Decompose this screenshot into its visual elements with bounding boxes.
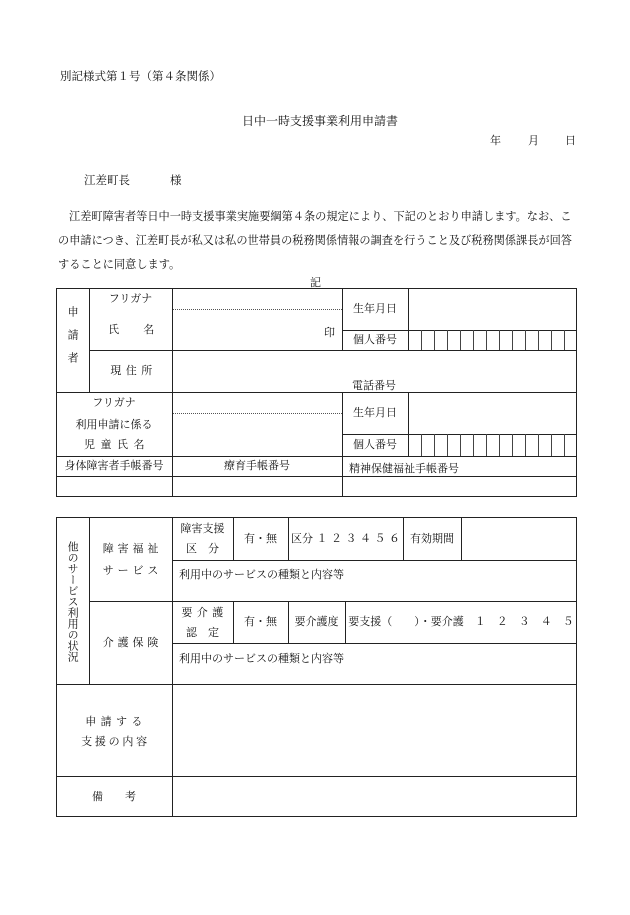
- child-birthdate-label: 生年月日: [353, 406, 397, 420]
- care-detail-field[interactable]: [173, 664, 577, 684]
- date-year: 年: [490, 134, 501, 147]
- care-yes-no: 有・無: [244, 615, 277, 629]
- applicant-furigana-field[interactable]: [173, 289, 342, 309]
- welfare-detail-label: 利用中のサービスの種類と内容等: [179, 568, 344, 581]
- child-furigana-label: フリガナ: [92, 395, 136, 409]
- welfare-label-1: 障害福祉: [102, 542, 163, 556]
- seal-mark: 印: [324, 326, 335, 339]
- mental-handbook-label: 精神保健福祉手帳番号: [349, 462, 459, 475]
- body-paragraph: 江差町障害者等日中一時支援事業実施要綱第４条の規定により、下記のとおり申請します。なお、この申請につき、江差町長が私又は私の世帯員の税務関係情報の調査を行うこと及び税務関係課長が回答することに同意します。: [58, 210, 572, 271]
- validity-field[interactable]: [462, 518, 577, 560]
- phone-label: 電話番号: [352, 379, 396, 392]
- care-degree-values: 要支援（ ）・要介護 １ ２ ３ ４ ５: [348, 615, 574, 629]
- validity-label: 有効期間: [410, 531, 454, 545]
- request-label-1: 申請する: [85, 715, 147, 729]
- care-cert-label-2: 認 定: [186, 626, 219, 640]
- welfare-yes-no: 有・無: [244, 531, 277, 545]
- ryoiku-handbook-field[interactable]: [173, 477, 342, 496]
- request-content-field[interactable]: [173, 685, 577, 776]
- form-number: 別記様式第１号（第４条関係）: [60, 69, 221, 83]
- document-title: 日中一時支援事業利用申請書: [242, 114, 399, 128]
- care-degree-label: 要介護度: [294, 615, 339, 629]
- honorific: 様: [170, 173, 182, 187]
- child-name-field[interactable]: [173, 414, 342, 456]
- child-name-label-1: 利用申請に係る: [75, 418, 153, 432]
- applicant-furigana-label: フリガナ: [108, 291, 153, 305]
- applicant-birthdate-field[interactable]: [409, 289, 577, 330]
- physical-handbook-field[interactable]: [57, 477, 172, 496]
- address-label: 現住所: [110, 364, 157, 378]
- care-insurance-label: 介護保険: [102, 635, 163, 649]
- services-section-label: 他のサービス利用の状況: [66, 540, 80, 662]
- support-class-label-2: 区 分: [186, 542, 219, 556]
- child-furigana-field[interactable]: [173, 393, 342, 413]
- child-name-label-2: 児童氏名: [84, 438, 150, 452]
- address-field[interactable]: [173, 351, 577, 373]
- applicant-section-label: 申請者: [66, 305, 80, 375]
- physical-handbook-label: 身体障害者手帳番号: [64, 459, 164, 473]
- care-detail-label: 利用中のサービスの種類と内容等: [179, 652, 344, 665]
- welfare-detail-field[interactable]: [173, 580, 577, 601]
- applicant-name-field[interactable]: [173, 310, 323, 350]
- remarks-label: 備 考: [92, 789, 136, 803]
- ki-label: 記: [310, 276, 321, 289]
- recipient: 江差町長: [84, 173, 130, 187]
- child-birthdate-field[interactable]: [409, 393, 577, 434]
- date-day: 日: [565, 134, 576, 147]
- date-month: 月: [528, 134, 539, 147]
- support-class-label-1: 障害支援: [180, 522, 225, 536]
- applicant-name-label: 氏 名: [108, 322, 161, 336]
- applicant-personal-number-label: 個人番号: [353, 333, 397, 347]
- child-personal-number-field[interactable]: [409, 435, 577, 456]
- remarks-field[interactable]: [173, 777, 577, 817]
- applicant-personal-number-field[interactable]: [409, 331, 577, 350]
- mental-handbook-field[interactable]: [343, 477, 577, 496]
- child-personal-number-label: 個人番号: [353, 438, 397, 452]
- request-label-2: 支援の内容: [81, 735, 150, 749]
- ryoiku-handbook-label: 療育手帳番号: [224, 459, 290, 473]
- applicant-birthdate-label: 生年月日: [353, 302, 397, 316]
- support-class-values: 区分 １ ２ ３ ４ ５ ６: [291, 531, 400, 545]
- welfare-label-2: サービス: [102, 564, 163, 578]
- care-cert-label-1: 要介護: [181, 606, 228, 620]
